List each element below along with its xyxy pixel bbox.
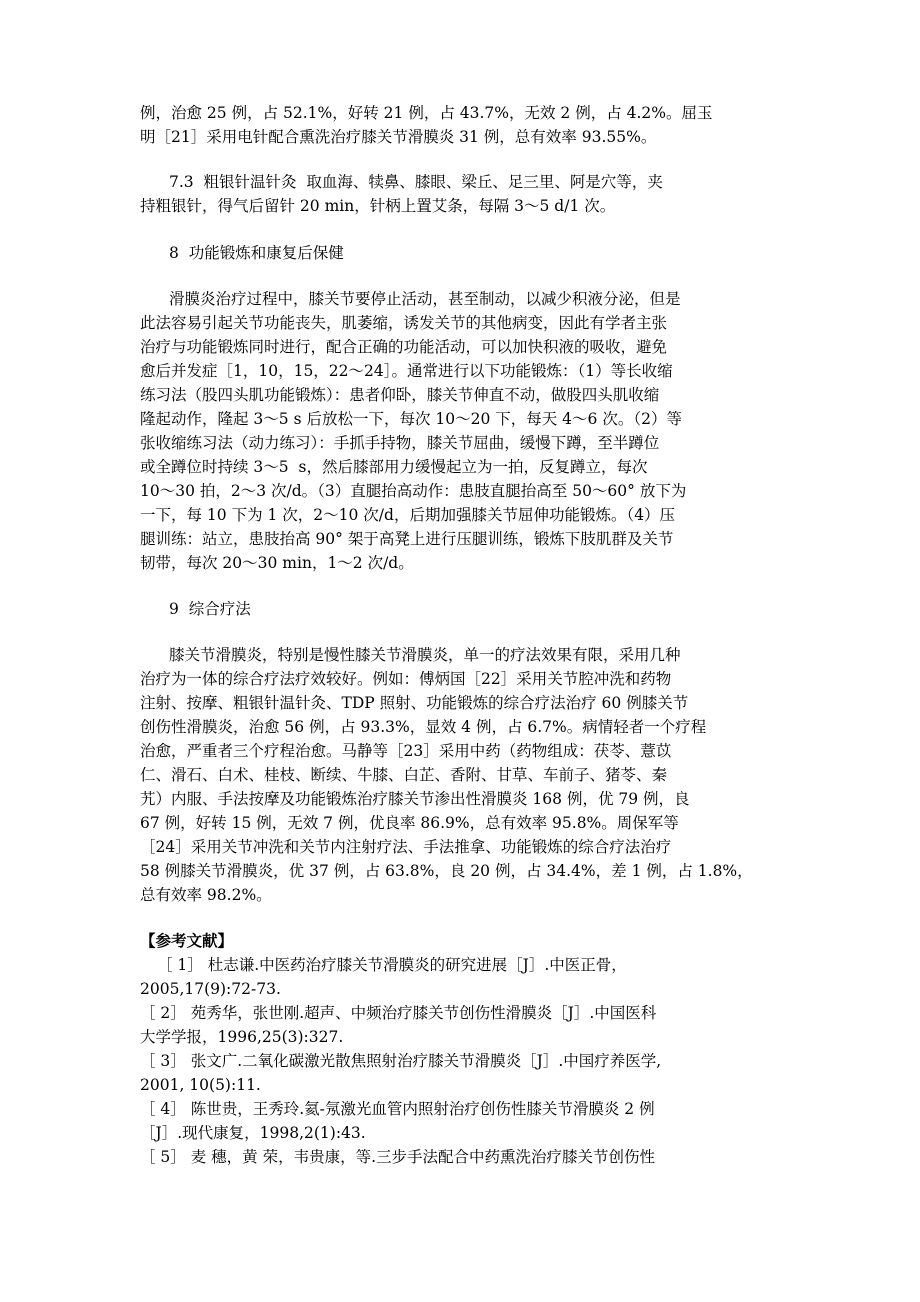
text-line: 治愈，严重者三个疗程治愈。马静等［23］采用中药（药物组成：茯苓、薏苡 [140,742,672,760]
text-line: 注射、按摩、粗银针温针灸、TDP 照射、功能锻炼的综合疗法治疗 60 例膝关节 [140,694,689,712]
text-line: ［ 4］ 陈世贵，王秀玲.氦-氖激光血管内照射治疗创伤性膝关节滑膜炎 2 例 [140,1100,655,1118]
text-line: 总有效率 98.2%。 [140,886,272,904]
text-line: 滑膜炎治疗过程中，膝关节要停止活动，甚至制动，以减少积液分泌，但是 [169,290,681,308]
text-line: 58 例膝关节滑膜炎，优 37 例，占 63.8%，良 20 例，占 34.4%，差 1 例，占 1.8%， [140,862,753,880]
text-line: 一下，每 10 下为 1 次，2～10 次/d，后期加强膝关节屈伸功能锻炼。（4）压 [140,506,676,524]
text-line: 例，治愈 25 例，占 52.1%，好转 21 例，占 43.7%，无效 2 例，占 4.2%。屈玉 [140,104,713,122]
text-line: 韧带，每次 20～30 min，1～2 次/d。 [140,554,414,572]
text-line: 10～30 拍，2～3 次/d。（3）直腿抬高动作：患肢直腿抬高至 50～60° 放下为 [140,482,687,500]
references-heading: 【参考文献】 [140,932,234,950]
text-line: 张收缩练习法（动力练习）：手抓手持物，膝关节屈曲，缓慢下蹲，至半蹲位 [140,434,660,452]
text-line: 67 例，好转 15 例，无效 7 例，优良率 86.9%，总有效率 95.8%。周保军等 [140,814,679,832]
text-line: ［24］采用关节冲洗和关节内注射疗法、手法推拿、功能锻炼的综合疗法治疗 [140,838,672,856]
text-line: 治疗与功能锻炼同时进行，配合正确的功能活动，可以加快积液的吸收，避免 [140,338,668,356]
text-line: 7.3 粗银针温针灸 取血海、犊鼻、膝眼、梁丘、足三里、阿是穴等，夹 [169,173,663,191]
text-line: 愈后并发症［1，10，15，22～24］。通常进行以下功能锻炼：（1）等长收缩 [140,362,673,380]
text-line: 膝关节滑膜炎，特别是慢性膝关节滑膜炎，单一的疗法效果有限，采用几种 [169,646,681,664]
text-line: 或全蹲位时持续 3～5 s，然后膝部用力缓慢起立为一拍，反复蹲立，每次 [140,458,648,476]
text-line: 明［21］采用电针配合熏洗治疗膝关节滑膜炎 31 例，总有效率 93.55%。 [140,128,657,146]
text-line: ［ 3］ 张文广.二氧化碳激光散焦照射治疗膝关节滑膜炎［J］.中国疗养医学, [140,1052,662,1070]
text-line: 大学学报，1996,25(3):327. [140,1028,344,1046]
text-line: 2005,17(9):72-73. [140,980,281,998]
text-line: ［ 2］ 苑秀华，张世刚.超声、中频治疗膝关节创伤性滑膜炎［J］.中国医科 [140,1004,657,1022]
text-line: 艽）内服、手法按摩及功能锻炼治疗膝关节渗出性滑膜炎 168 例，优 79 例，良 [140,790,690,808]
text-line: ［ 1］ 杜志谦.中医药治疗膝关节滑膜炎的研究进展［J］.中医正骨， [157,956,627,974]
text-line: 8 功能锻炼和康复后保健 [169,244,344,262]
text-line: 9 综合疗法 [169,600,251,618]
text-line: 隆起动作，隆起 3～5 s 后放松一下，每次 10～20 下，每天 4～6 次。（2）等 [140,410,682,428]
text-line: 治疗为一体的综合疗法疗效较好。例如：傅炳国［22］采用关节腔冲洗和药物 [140,670,672,688]
text-line: 持粗银针，得气后留针 20 min，针柄上置艾条，每隔 3～5 d/1 次。 [140,197,616,215]
text-line: 创伤性滑膜炎，治愈 56 例，占 93.3%，显效 4 例，占 6.7%。病情轻者一个疗程 [140,718,707,736]
text-line: ［ 5］ 麦 穗，黄 荣，韦贵康，等.三步手法配合中药熏洗治疗膝关节创伤性 [140,1148,655,1166]
text-line: 2001, 10(5):11. [140,1076,261,1094]
text-line: 练习法（股四头肌功能锻炼）：患者仰卧，膝关节伸直不动，做股四头肌收缩 [140,386,660,404]
text-line: 仁、滑石、白术、桂枝、断续、牛膝、白芷、香附、甘草、车前子、猪苓、秦 [140,766,668,784]
text-line: 此法容易引起关节功能丧失，肌萎缩，诱发关节的其他病变，因此有学者主张 [140,314,668,332]
text-line: 腿训练：站立，患肢抬高 90° 架于高凳上进行压腿训练，锻炼下肢肌群及关节 [140,530,674,548]
text-line: ［J］.现代康复，1998,2(1):43. [140,1124,366,1142]
